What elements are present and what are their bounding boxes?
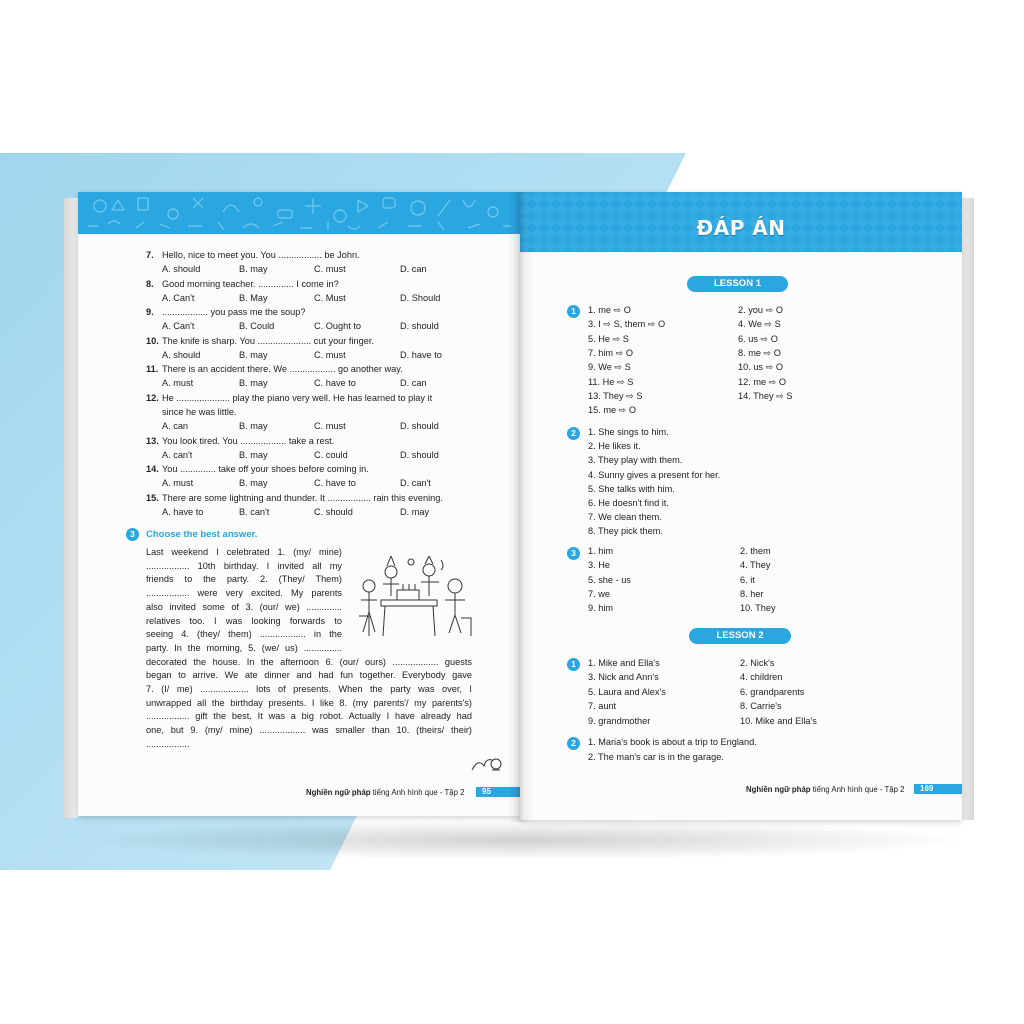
answer-option: D. Should bbox=[400, 292, 441, 303]
bird-doodle-icon bbox=[470, 754, 504, 774]
answer-option: A. can bbox=[162, 421, 189, 431]
question-number: 13. bbox=[146, 435, 159, 446]
lesson1-ex1-number: 1 bbox=[567, 305, 580, 318]
question-number: 15. bbox=[146, 492, 159, 503]
answer-option: C. Must bbox=[314, 292, 346, 303]
answer-option: C. could bbox=[314, 449, 348, 460]
answer-option: B. may bbox=[239, 421, 268, 431]
answer-option: B. may bbox=[239, 378, 268, 389]
answer-option: D. can't bbox=[400, 478, 431, 489]
answer-item: 6. He doesn't find it. bbox=[588, 498, 669, 508]
answer-option: D. should bbox=[400, 421, 439, 431]
answer-item: 8. Carrie's bbox=[740, 701, 782, 712]
answer-item: 7. We clean them. bbox=[588, 512, 662, 523]
birthday-illustration bbox=[351, 556, 473, 642]
answer-item: 1. him bbox=[588, 546, 614, 556]
paragraph-line: 7. (I/ me) ................... lots of presents. When the party was over, I bbox=[146, 684, 472, 694]
answer-option: B. may bbox=[239, 449, 268, 460]
question-text: Hello, nice to meet you. You ................. be John. bbox=[162, 250, 360, 260]
answer-item: 4. We ⇨ S bbox=[738, 319, 781, 330]
paragraph-line: Last weekend I celebrated 1. (my/ mine) bbox=[146, 547, 342, 557]
question-text: There are some lightning and thunder. It ................. rain this evening. bbox=[162, 492, 443, 503]
answer-option: D. should bbox=[400, 449, 439, 460]
answer-option: D. can bbox=[400, 264, 427, 274]
left-page-footer bbox=[306, 788, 465, 797]
paragraph-line: ................. bbox=[146, 738, 190, 749]
left-page-header-band bbox=[78, 192, 520, 234]
left-page-number: 95 bbox=[476, 787, 520, 797]
answer-item: 7. him ⇨ O bbox=[588, 347, 633, 358]
answer-item: 15. me ⇨ O bbox=[588, 405, 637, 416]
question-number: 10. bbox=[146, 335, 159, 346]
paragraph-line: one, but 9. (my/ mine) .................. was smaller than 10. (theirs/ their) bbox=[146, 725, 472, 736]
answer-item: 2. them bbox=[740, 546, 771, 556]
question-text: There is an accident there. We .................. go another way. bbox=[162, 364, 403, 375]
book-spine-shadow bbox=[508, 192, 534, 822]
paragraph-line: unwrapped all the birthday presents. I like 8. (my parents'/ my parents's) bbox=[146, 697, 472, 708]
paragraph-line: friends to the party. 2. (They/ Them) bbox=[146, 574, 342, 585]
answer-item: 7. aunt bbox=[588, 701, 617, 712]
answer-item: 1. Maria's book is about a trip to England. bbox=[588, 737, 757, 747]
answer-item: 4. Sunny gives a present for her. bbox=[588, 469, 721, 480]
paragraph-line: also invited some of 3. (our/ we) .............. bbox=[146, 601, 342, 612]
question-number: 9. bbox=[146, 307, 154, 318]
answer-item: 2. He likes it. bbox=[588, 441, 641, 452]
answer-item: 10. They bbox=[740, 603, 776, 614]
right-page-header-band bbox=[520, 192, 962, 252]
paragraph-line: relatives too. I was looking forwards to bbox=[146, 615, 342, 626]
answer-option: C. must bbox=[314, 421, 346, 431]
answer-item: 5. He ⇨ S bbox=[588, 333, 629, 344]
book-shadow bbox=[70, 820, 970, 860]
answer-item: 11. He ⇨ S bbox=[588, 376, 634, 387]
paragraph-line: began to arrive. We ate dinner and had fun together. Everybody gave bbox=[146, 670, 472, 681]
answer-item: 3. They play with them. bbox=[588, 455, 683, 466]
answer-item: 6. grandparents bbox=[740, 686, 805, 697]
footer-book-title-bold: Nghiền ngữ pháp bbox=[306, 788, 371, 797]
answer-option: C. have to bbox=[314, 378, 356, 389]
answer-item: 8. They pick them. bbox=[588, 526, 663, 537]
answer-item: 3. He bbox=[588, 560, 610, 571]
section-3-number: 3 bbox=[126, 528, 139, 541]
answer-option: A. should bbox=[162, 349, 201, 360]
question-text: You .............. take off your shoes before coming in. bbox=[162, 464, 369, 475]
answer-option: A. should bbox=[162, 264, 201, 274]
answer-option: B. can't bbox=[239, 506, 270, 517]
answer-option: A. must bbox=[162, 478, 194, 489]
answer-option: C. must bbox=[314, 349, 346, 360]
answer-option: D. should bbox=[400, 321, 439, 332]
answer-item: 8. her bbox=[740, 588, 764, 599]
answer-option: B. may bbox=[239, 349, 268, 360]
answer-option: C. must bbox=[314, 264, 346, 274]
question-number: 11. bbox=[146, 364, 159, 375]
paragraph-line: decorated the house. In the afternoon 6. (our/ ours) .................. guests bbox=[146, 656, 472, 667]
answer-item: 1. me ⇨ O bbox=[588, 305, 631, 315]
answer-option: D. have to bbox=[400, 349, 442, 360]
answer-item: 9. him bbox=[588, 603, 614, 614]
answer-item: 12. me ⇨ O bbox=[738, 376, 787, 387]
lesson-2-label: LESSON 2 bbox=[689, 628, 791, 644]
answer-option: B. may bbox=[239, 264, 268, 274]
answer-item: 4. children bbox=[740, 672, 783, 683]
answer-item: 6. it bbox=[740, 574, 755, 585]
lesson1-ex3-number: 3 bbox=[567, 547, 580, 560]
answer-key-title: ĐÁP ÁN bbox=[696, 216, 786, 240]
answer-option: A. have to bbox=[162, 506, 204, 517]
lesson2-ex1-number: 1 bbox=[567, 658, 580, 671]
answer-option: B. May bbox=[239, 292, 268, 303]
question-text: Good morning teacher. .............. I come in? bbox=[162, 278, 339, 289]
section-3-title: Choose the best answer. bbox=[146, 529, 258, 540]
answer-option: C. have to bbox=[314, 478, 356, 489]
answer-item: 10. Mike and Ella's bbox=[740, 715, 817, 726]
question-number: 8. bbox=[146, 278, 154, 289]
paragraph-line: ................. were very excited. My parents bbox=[146, 588, 342, 599]
answer-item: 2. The man's car is in the garage. bbox=[588, 751, 724, 762]
answer-item: 14. They ⇨ S bbox=[738, 390, 793, 401]
answer-item: 13. They ⇨ S bbox=[588, 390, 643, 401]
answer-item: 10. us ⇨ O bbox=[738, 362, 783, 373]
answer-option: A. Can't bbox=[162, 321, 195, 332]
answer-option: D. may bbox=[400, 506, 430, 517]
lesson2-ex2-number: 2 bbox=[567, 737, 580, 750]
question-number: 7. bbox=[146, 250, 154, 260]
answer-option: C. should bbox=[314, 506, 353, 517]
answer-option: A. can't bbox=[162, 449, 193, 460]
footer-book-title-rest: tiếng Anh hình que - Tập 2 bbox=[370, 788, 465, 797]
right-page bbox=[520, 192, 962, 820]
lesson1-ex2-number: 2 bbox=[567, 427, 580, 440]
answer-item: 1. She sings to him. bbox=[588, 427, 669, 437]
answer-item: 9. grandmother bbox=[588, 715, 651, 726]
answer-option: C. Ought to bbox=[314, 321, 361, 332]
footer-book-title-bold: Nghiền ngữ pháp bbox=[746, 785, 811, 794]
answer-item: 2. Nick's bbox=[740, 658, 775, 668]
answer-item: 2. you ⇨ O bbox=[738, 305, 783, 315]
answer-item: 3. I ⇨ S, them ⇨ O bbox=[588, 319, 666, 330]
answer-item: 5. She talks with him. bbox=[588, 483, 675, 494]
answer-item: 5. she - us bbox=[588, 574, 631, 585]
answer-option: B. may bbox=[239, 478, 268, 489]
footer-book-title-rest: tiếng Anh hình que - Tập 2 bbox=[810, 785, 905, 794]
right-page-footer bbox=[746, 785, 905, 794]
answer-item: 8. me ⇨ O bbox=[738, 347, 781, 358]
answer-item: 9. We ⇨ S bbox=[588, 362, 631, 373]
answer-item: 6. us ⇨ O bbox=[738, 333, 778, 344]
paragraph-line: ................. 10th birthday. I invited all my bbox=[146, 560, 342, 571]
pattern-doodle-icons bbox=[78, 192, 520, 234]
left-page bbox=[78, 192, 520, 816]
answer-item: 7. we bbox=[588, 588, 610, 599]
question-text: The knife is sharp. You ..................... cut your finger. bbox=[162, 335, 374, 346]
answer-item: 4. They bbox=[740, 560, 771, 571]
question-text: He ..................... play the piano very well. He has learned to play it bbox=[162, 393, 433, 403]
question-number: 14. bbox=[146, 464, 159, 475]
answer-option: A. Can't bbox=[162, 292, 195, 303]
question-text-continued: since he was little. bbox=[162, 407, 237, 417]
answer-option: A. must bbox=[162, 378, 194, 389]
answer-option: D. can bbox=[400, 378, 427, 389]
answer-item: 1. Mike and Ella's bbox=[588, 658, 660, 668]
lesson-1-label: LESSON 1 bbox=[687, 276, 788, 292]
question-text: .................. you pass me the soup? bbox=[162, 307, 306, 318]
paragraph-line: party. In the morning, 5. (we/ us) ............... bbox=[146, 642, 342, 653]
right-page-number: 169 bbox=[914, 784, 962, 794]
answer-item: 3. Nick and Ann's bbox=[588, 672, 659, 683]
right-page-edge bbox=[962, 198, 974, 820]
question-number: 12. bbox=[146, 393, 159, 403]
paragraph-line: ................. gift the best. It was a big robot. Actually I have already had bbox=[146, 711, 472, 722]
answer-item: 5. Laura and Alex's bbox=[588, 686, 666, 697]
left-page-edge bbox=[64, 198, 78, 818]
question-text: You look tired. You .................. take a rest. bbox=[162, 435, 335, 446]
answer-option: B. Could bbox=[239, 321, 275, 332]
paragraph-line: seeing 4. (they/ them) .................. in the bbox=[146, 629, 342, 640]
